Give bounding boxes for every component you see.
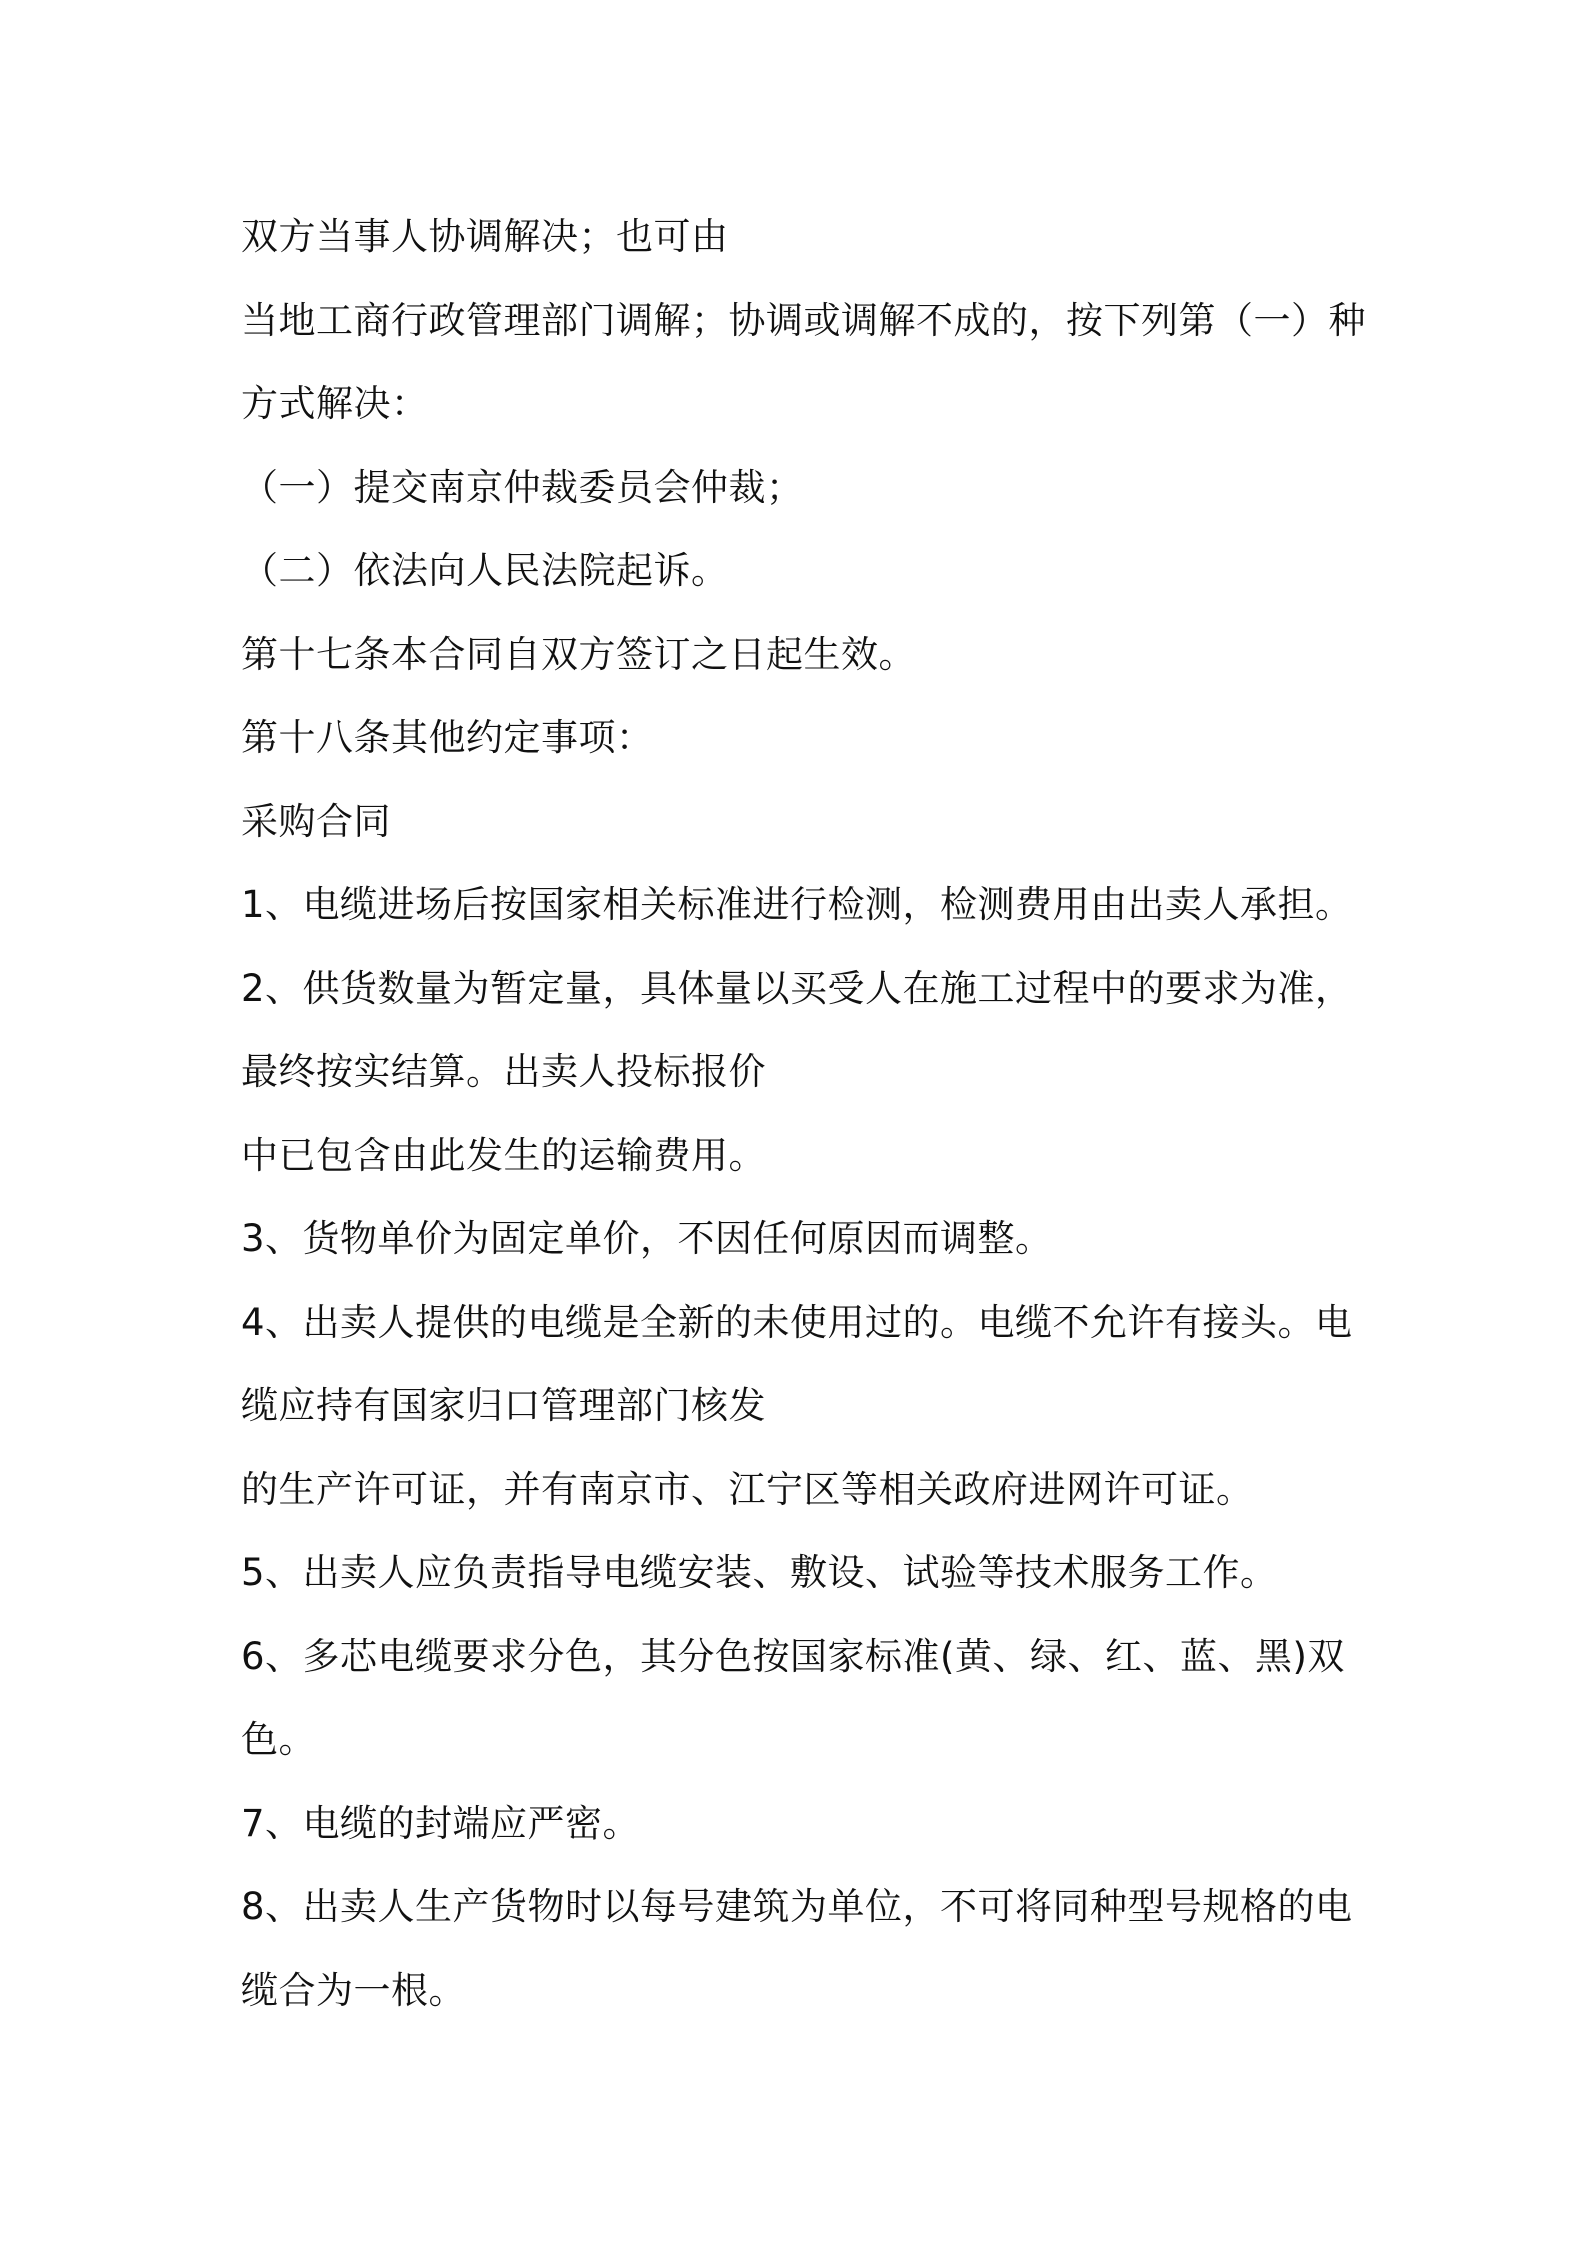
text-line: 1、电缆进场后按国家相关标准进行检测，检测费用由出卖人承担。 [241, 883, 1353, 926]
text-line: （一）提交南京仲裁委员会仲裁； [241, 465, 804, 509]
text-line: 第十七条本合同自双方签订之日起生效。 [241, 632, 916, 676]
text-line: 最终按实结算。出卖人投标报价 [241, 1050, 766, 1093]
text-line: 色。 [241, 1718, 316, 1761]
text-line: 7、电缆的封端应严密。 [241, 1801, 641, 1845]
document-body [241, 195, 1371, 2032]
text-line: 缆合为一根。 [241, 1968, 466, 2012]
text-line: 5、出卖人应负责指导电缆安装、敷设、试验等技术服务工作。 [241, 1551, 1278, 1594]
text-line: 第十八条其他约定事项： [241, 716, 654, 759]
text-line: 当地工商行政管理部门调解；协调或调解不成的，按下列第（一）种 [241, 298, 1366, 342]
text-line: 3、货物单价为固定单价，不因任何原因而调整。 [241, 1217, 1053, 1260]
text-line: 4、出卖人提供的电缆是全新的未使用过的。电缆不允许有接头。电 [241, 1300, 1353, 1344]
text-line: 8、出卖人生产货物时以每号建筑为单位，不可将同种型号规格的电 [241, 1885, 1353, 1928]
text-line: 缆应持有国家归口管理部门核发 [241, 1384, 766, 1427]
text-line: 2、供货数量为暂定量，具体量以买受人在施工过程中的要求为准， [241, 966, 1353, 1010]
section-title: 采购合同 [241, 799, 391, 843]
text-line: 中已包含由此发生的运输费用。 [241, 1133, 766, 1177]
text-line: 方式解决： [241, 382, 429, 425]
text-line: 双方当事人协调解决；也可由 [241, 215, 729, 258]
text-line: 6、多芯电缆要求分色，其分色按国家标准(黄、绿、红、蓝、黑)双 [241, 1634, 1345, 1678]
text-line: （二）依法向人民法院起诉。 [241, 549, 729, 592]
text-line: 的生产许可证，并有南京市、江宁区等相关政府进网许可证。 [241, 1467, 1254, 1511]
